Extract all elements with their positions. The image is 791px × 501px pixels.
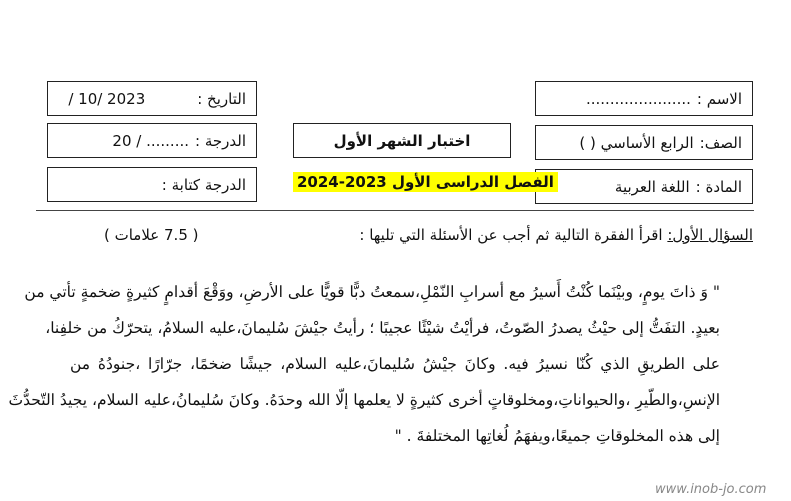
name-label: الاسم : <box>696 89 742 108</box>
subject-label: المادة : <box>695 177 742 196</box>
exam-title: اختبار الشهر الأول <box>333 131 471 150</box>
written-grade-label: الدرجة كتابة : <box>161 175 246 194</box>
paragraph-line: بعيدٍ. التفَتُّ إلى حيْثُ يصدرُ الصّوتُ، فرأيْتُ شيْئًا عجيبًا ؛ رأيتُ جيْشَ سُليمانَ،عليه السلامُ، يتحرّكُ من خلفِنا، <box>45 319 720 337</box>
question-instruction: اقرأ الفقرة التالية ثم أجب عن الأسئلة التي تليها : <box>359 226 663 244</box>
question-marks: ( 7.5 علامات ) <box>104 226 199 244</box>
paragraph-line: " وَ ذاتَ يومٍ، وبيْنَما كُنْتُ أَسيرُ مع أسرابِ النّمْلِ،سمعتُ دبًّا قويًّا على الأرضِ، ووَقْعَ أقدامٍ كثيرةٍ ضخمةٍ تأتي من <box>24 283 720 301</box>
class-value: الرابع الأساسي ( ) <box>579 133 694 152</box>
subject-value: اللغة العربية <box>614 177 690 196</box>
exam-title-box <box>293 123 511 158</box>
grade-label: الدرجة : <box>195 131 246 150</box>
date-value: / 10/ 2023 <box>68 89 146 108</box>
date-label: التاريخ : <box>197 89 246 108</box>
reading-paragraph <box>8 274 720 454</box>
watermark: www.inob-jo.com <box>655 482 767 497</box>
subject-box <box>535 169 753 204</box>
class-box <box>535 125 753 160</box>
term-label: الفصل الدراسى الأول 2023-2024 <box>293 172 558 192</box>
grade-value: 20 / ......... <box>112 131 189 150</box>
divider <box>36 210 754 211</box>
name-box <box>535 81 753 116</box>
paragraph-line: على الطريقِ الذي كُنّا نسيرُ فيه. وكانَ جيْشُ سُليمانَ،عليه السلام، جيشًا ضخمًا، جرّارًا ،جنودُهُ من <box>70 355 720 373</box>
written-grade-box <box>47 167 257 202</box>
question-label: السؤال الأول: <box>667 226 753 244</box>
grade-box <box>47 123 257 158</box>
paragraph-line: إلى هذه المخلوقاتِ جميعًا،ويفهَمُ لُغاتِها المختلفةَ . " <box>394 427 720 445</box>
date-box <box>47 81 257 116</box>
class-label: الصف: <box>699 133 742 152</box>
paragraph-line: الإنسِ،والطّيرِ ،والحيواناتِ،ومخلوقاتٍ أخرى كثيرةٍ لا يعلمها إلّا الله وحدَهُ. وكانَ سُليمانُ،عليه السلام، يجيدُ التّحدُّثَ <box>8 391 720 409</box>
name-value: ...................... <box>585 89 691 108</box>
question-title <box>359 226 753 244</box>
